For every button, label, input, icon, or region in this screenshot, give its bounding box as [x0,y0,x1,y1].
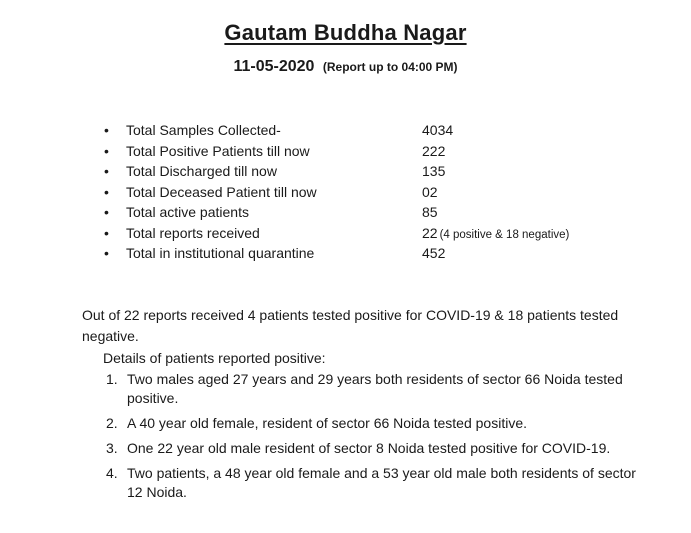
bullet-icon: • [104,204,109,220]
stats-value-note: (4 positive & 18 negative) [439,228,570,241]
details-item-text: A 40 year old female, resident of sector 66 Noida tested positive. [127,415,528,431]
report-date-line [0,58,691,76]
stats-value-number: 222 [422,142,446,159]
stats-label: Total Deceased Patient till now [126,183,317,200]
page-title-text: Gautam Buddha Nagar [224,20,467,45]
stats-value [422,223,569,246]
stats-value-number: 22 [422,224,438,241]
stats-item [104,161,664,182]
stats-value-number: 452 [422,245,446,261]
details-item-text: Two males aged 27 years and 29 years both residents of sector 66 Noida tested positive. [127,371,623,406]
bullet-icon: • [104,122,109,138]
details-item-text: Two patients, a 48 year old female and a 53 year old male both residents of sector 12 Noida. [127,465,636,500]
details-item [100,414,640,433]
details-item-number: 1. [106,371,118,387]
stats-value [422,120,453,141]
bullet-icon: • [104,224,109,241]
stats-list [104,120,664,264]
details-item-number: 4. [106,465,118,481]
stats-label: Total in institutional quarantine [126,245,315,261]
stats-value [422,182,438,203]
stats-value-number: 02 [422,183,438,200]
stats-item [104,141,664,162]
stats-item [104,202,664,223]
stats-item [104,182,664,203]
stats-item [104,120,664,141]
report-date: 11-05-2020 [233,58,315,75]
stats-label: Total reports received [126,224,260,241]
page-title [0,20,691,46]
report-time-note: (Report up to 04:00 PM) [322,60,458,74]
bullet-icon: • [104,183,109,200]
stats-label: Total Samples Collected- [126,122,281,138]
details-item-text: One 22 year old male resident of sector 8 Noida tested positive for COVID-19. [127,440,611,456]
stats-label: Total Positive Patients till now [126,142,310,159]
stats-value-number: 4034 [422,122,454,138]
stats-item [104,223,664,244]
stats-label: Total active patients [126,204,249,220]
details-item-number: 2. [106,415,118,431]
details-item-number: 3. [106,440,118,456]
stats-value [422,243,445,264]
stats-item [104,243,664,264]
stats-label: Total Discharged till now [126,163,277,179]
stats-value [422,161,445,182]
bullet-icon: • [104,142,109,159]
stats-value-number: 135 [422,163,446,179]
details-item [100,464,640,502]
bullet-icon: • [104,163,109,179]
stats-value [422,141,445,162]
stats-value [422,202,438,223]
summary-paragraph: Out of 22 reports received 4 patients tested positive for COVID-19 & 18 patients tested negative. [82,307,619,344]
stats-value-number: 85 [422,204,438,220]
details-item [100,370,640,408]
bullet-icon: • [104,245,109,261]
details-item [100,439,640,458]
details-list [100,370,640,508]
details-heading: Details of patients reported positive: [103,350,326,366]
